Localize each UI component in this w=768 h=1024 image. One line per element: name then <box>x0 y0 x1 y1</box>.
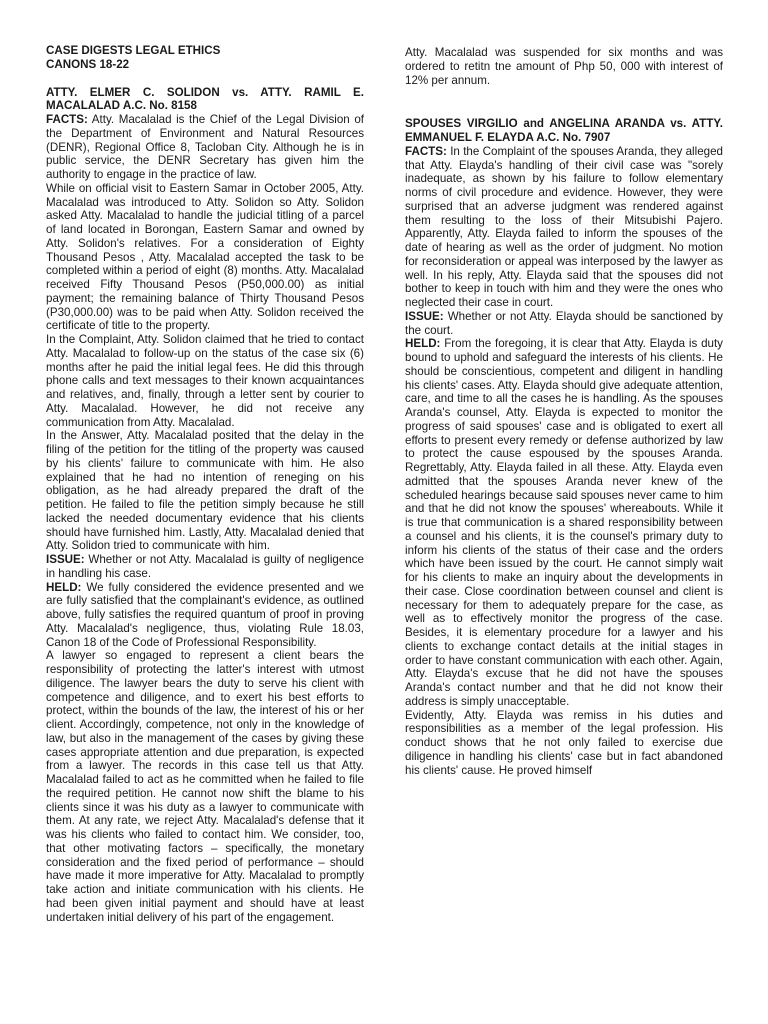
case1-facts-text: Atty. Macalalad is the Chief of the Legal Division of the Department of Environment and Natural Resources (DENR), Regional Office 8, Tacloban City. Although he is in public service, the DENR Secretary has given him the authority to engage in the practice of law. <box>46 113 364 181</box>
case1-held-text: We fully considered the evidence presented and we are fully satisfied that the complainant's evidence, as outlined above, fully satisfies the required quantum of proof in proving Atty. Macalalad's negligence, thus, violating Rule 18.03, Canon 18 of the Code of Professional Responsibility. <box>46 580 364 649</box>
case2-issue-label: ISSUE: <box>405 309 444 323</box>
case2-issue-text: Whether or not Atty. Elayda should be sanctioned by the court. <box>405 309 723 337</box>
case2-held-text: From the foregoing, it is clear that Atty. Elayda is duty bound to uphold and safeguard the interests of his clients. He should be conscientious, competent and diligent in handling his clients' cases. Atty. Elayda should give adequate attention, care, and time to all the cases he is handling. As the spouses Aranda's counsel, Atty. Elayda is expected to monitor the progress of said spouses' case and is obligated to exert all efforts to present every remedy or defense authorized by law to protect the cause espoused by the spouses Aranda. Regrettably, Atty. Elayda failed in all these. Atty. Elayda even admitted that the spouses Aranda never knew of the scheduled hearings because said spouses never came to him and that he did not know the spouses' whereabouts. While it is true that communication is a shared responsibility between a counsel and his clients, it is the counsel's primary duty to inform his clients of the status of their case and the orders which have been issued by the court. He cannot simply wait for his clients to make an inquiry about the developments in their case. Close coordination between counsel and client is necessary for them to adequately prepare for the case, as well as to effectively monitor the progress of the case. Besides, it is elementary procedure for a lawyer and his clients to exchange contact details at the initial stages in order to have constant communication with each other. Again, Atty. Elayda's excuse that he did not have the spouses Aranda's contact number and that he did not know their address is simply unacceptable. <box>405 337 723 708</box>
case1-issue-label: ISSUE: <box>46 553 85 566</box>
left-column <box>46 44 364 924</box>
case1-issue-text: Whether or not Atty. Macalalad is guilty of negligence in handling his case. <box>46 553 364 580</box>
case1-facts-p1 <box>46 113 364 182</box>
case2-held-p2: Evidently, Atty. Elayda was remiss in his duties and responsibilities as a member of the legal profession. His conduct shows that he not only failed to exercise due diligence in handling his clients' case but in fact abandoned his clients' cause. He proved himself <box>405 708 723 777</box>
case2-issue <box>405 310 723 338</box>
case1-facts-p4: In the Answer, Atty. Macalalad posited that the delay in the filing of the petition for the titling of the property was caused by his clients' failure to communicate with him. He also explained that he had no intention of reneging on his obligation, as he had already prepared the draft of the petition. He failed to file the petition simply because he still lacked the needed documentary evidence that his clients should have furnished him. Lastly, Atty. Macalalad denied that Atty. Solidon tried to communicate with him. <box>46 429 364 553</box>
case1-held-label: HELD: <box>46 580 82 594</box>
document-title: CASE DIGESTS LEGAL ETHICS <box>46 44 221 57</box>
case2-held-p1 <box>405 337 723 708</box>
case2-facts <box>405 145 723 310</box>
case2-title: SPOUSES VIRGILIO and ANGELINA ARANDA vs. ATTY. EMMANUEL F. ELAYDA A.C. No. 7907 <box>405 117 723 144</box>
case1-held-p2: A lawyer so engaged to represent a client bears the responsibility of protecting the latter's interest with utmost diligence. The lawyer bears the duty to serve his client with competence and diligence, and to exert his best efforts to protect, within the bounds of the law, the interest of his or her client. Accordingly, competence, not only in the knowledge of law, but also in the management of the cases by giving these cases appropriate attention and due preparation, is expected from a lawyer. The records in this case tell us that Atty. Macalalad failed to act as he committed when he failed to file the required petition. He cannot now shift the blame to his clients since it was his duty as a lawyer to communicate with them. At any rate, we reject Atty. Macalalad's defense that it was his clients who failed to contact him. We consider, too, that other motivating factors – specifically, the monetary consideration and the fixed period of performance – should have made it more imperative for Atty. Macalalad to promptly take action and initiate communication with his clients. He had been given initial payment and should have at least undertaken initial delivery of his part of the engagement. <box>46 649 364 924</box>
right-column <box>405 46 723 777</box>
case1-held-p3: Atty. Macalalad was suspended for six months and was ordered to retitn tne amount of Php 50, 000 with interest of 12% per annum. <box>405 46 723 87</box>
case1-held-p1 <box>46 581 364 650</box>
case1-title: ATTY. ELMER C. SOLIDON vs. ATTY. RAMIL E. MACALALAD A.C. No. 8158 <box>46 85 364 113</box>
case2-held-label: HELD: <box>405 337 441 351</box>
case1-facts-p3: In the Complaint, Atty. Solidon claimed that he tried to contact Atty. Macalalad to follow-up on the status of the case six (6) months after he paid the initial legal fees. He did this through phone calls and text messages to their known acquaintances and relatives, and, finally, through a letter sent by courier to Atty. Macalalad. However, he did not receive any communication from Atty. Macalalad. <box>46 333 364 429</box>
case1-facts-label: FACTS: <box>46 113 88 126</box>
document-subtitle: CANONS 18-22 <box>46 57 130 71</box>
case2-facts-label: FACTS: <box>405 144 447 158</box>
case2-facts-text: In the Complaint of the spouses Aranda, they alleged that Atty. Elayda's handling of their civil case was "sorely inadequate, as shown by his failure to follow elementary norms of civil procedure and evidence. However, they were surprised that an adverse judgment was rendered against them resulting to the loss of their Mitsubishi Pajero. Apparently, Atty. Elayda failed to inform the spouses of the date of hearing as well as the order of judgment. No motion for reconsideration or appeal was interposed by the lawyer as well. In his reply, Atty. Elayda said that the spouses did not bother to keep in touch with him and they were the ones who neglected their case in court. <box>405 144 723 309</box>
case1-facts-p2: While on official visit to Eastern Samar in October 2005, Atty. Macalalad was introduced to Atty. Solidon so Atty. Solidon asked Atty. Macalalad to handle the judicial titling of a parcel of land located in Borongan, Eastern Samar and owned by Atty. Solidon's relatives. For a consideration of Eighty Thousand Pesos , Atty. Macalalad accepted the task to be completed within a period of eight (8) months. Atty. Macalalad received Fifty Thousand Pesos (P50,000.00) as initial payment; the remaining balance of Thirty Thousand Pesos (P30,000.00) was to be paid when Atty. Solidon received the certificate of title to the property. <box>46 181 364 333</box>
case1-issue <box>46 553 364 581</box>
